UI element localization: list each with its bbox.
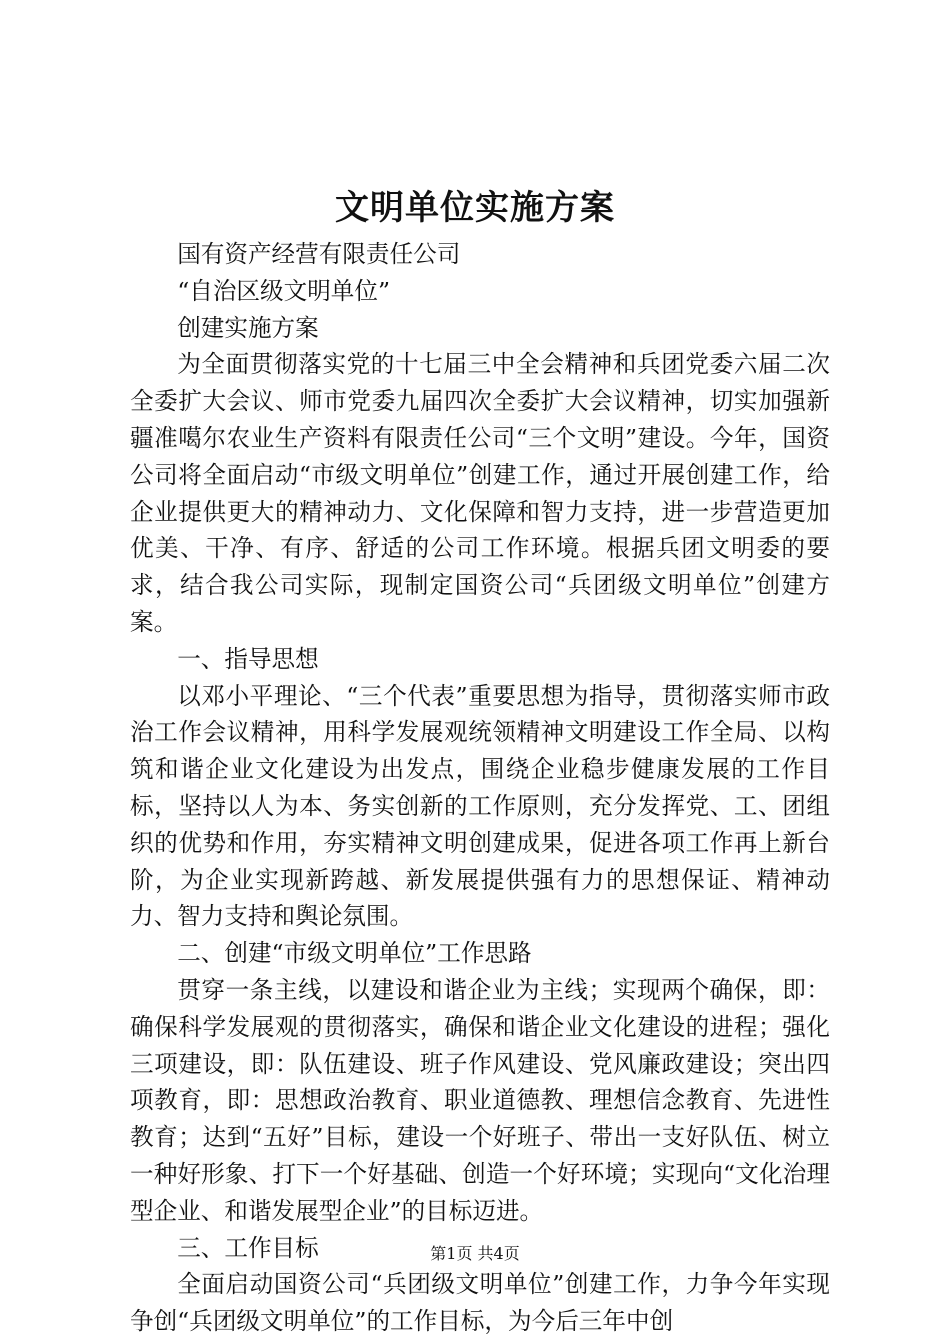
section-2-paragraph: 贯穿一条主线，以建设和谐企业为主线；实现两个确保，即：确保科学发展观的贯彻落实，确保和谐企业文化建设的进程；强化三项建设，即：队伍建设、班子作风建设、党风廉政建设；突出四项教育，即：思想政治教育、职业道德教、理想信念教育、先进性教育；达到“五好”目标，建设一个好班子、带出一支好队伍、树立一种好形象、打下一个好基础、创造一个好环境；实现向“文化治理型企业、和谐发展型企业”的目标迈进。: [130, 975, 830, 1225]
award-name-line: “自治区级文明单位”: [177, 276, 391, 305]
section-3-paragraph: 全面启动国资公司“兵团级文明单位”创建工作，力争今年实现争创“兵团级文明单位”的工作目标，为今后三年中创: [130, 1270, 830, 1336]
section-heading-2: 二、创建“市级文明单位”工作思路: [177, 939, 532, 968]
document-title: 文明单位实施方案: [335, 188, 615, 228]
plan-name-line: 创建实施方案: [177, 313, 319, 342]
intro-paragraph: 为全面贯彻落实党的十七届三中全会精神和兵团党委六届二次全委扩大会议、师市党委九届四次全委扩大会议精神，切实加强新疆准噶尔农业生产资料有限责任公司“三个文明”建设。今年，国资公司将全面启动“市级文明单位”创建工作，通过开展创建工作，给企业提供更大的精神动力、文化保障和智力支持，进一步营造更加优美、干净、有序、舒适的公司工作环境。根据兵团文明委的要求，结合我公司实际，现制定国资公司“兵团级文明单位”创建方案。: [130, 350, 830, 636]
section-heading-1: 一、指导思想: [177, 644, 319, 673]
section-heading-3: 三、工作目标: [177, 1233, 319, 1262]
company-name-line: 国有资产经营有限责任公司: [177, 240, 461, 268]
section-1-paragraph: 以邓小平理论、“三个代表”重要思想为指导，贯彻落实师市政治工作会议精神，用科学发展观统领精神文明建设工作全局、以构筑和谐企业文化建设为出发点，围绕企业稳步健康发展的工作目标，坚持以人为本、务实创新的工作原则，充分发挥党、工、团组织的优势和作用，夯实精神文明创建成果，促进各项工作再上新台阶，为企业实现新跨越、新发展提供强有力的思想保证、精神动力、智力支持和舆论氛围。: [130, 681, 830, 931]
page-footer: 第1页 共4页: [430, 1244, 520, 1263]
document-body: [130, 236, 830, 1340]
